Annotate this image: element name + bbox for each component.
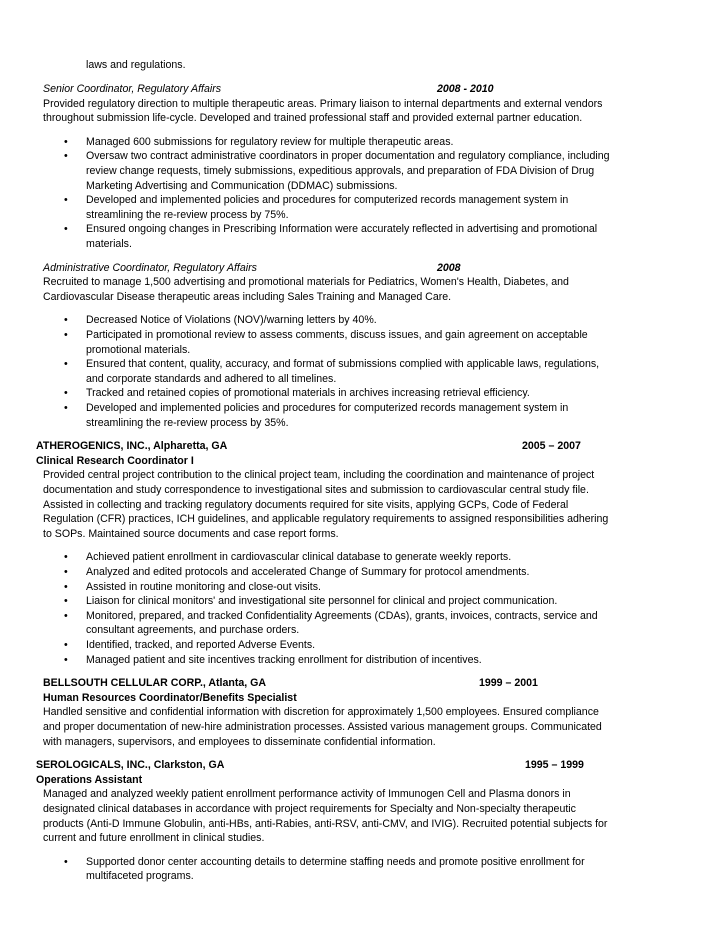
bullet-text: Decreased Notice of Violations (NOV)/warning letters by 40%. [86,314,377,327]
bullet-text: promotional materials. [86,343,191,356]
job-summary-line: Regulation (CFR) practices, ICH guidelines, and applicable regulatory requirements to assigned responsibilities adhering [43,513,609,526]
job-summary-line: products (Anti-D Immune Globulin, anti-HBs, anti-Rabies, anti-RSV, anti-CMV, and IVIG). Recruited potential subjects for [43,817,608,830]
job-summary-line: and proper documentation of new-hire administration processes. Assisted various management groups. Communicated [43,721,602,733]
role-title: Senior Coordinator, Regulatory Affairs [43,83,222,95]
bullet-icon: • [64,580,68,593]
bullet-icon: • [64,150,68,163]
bullet-icon: • [64,653,68,666]
bullet-text: review change requests, timely submissions, expeditious approvals, and preparation of FDA Division of Drug [86,165,595,177]
bullet-icon: • [64,314,68,327]
bullet-icon: • [64,135,68,148]
bullet-text: Ensured ongoing changes in Prescribing Information were accurately reflected in advertising and promotional [86,223,598,236]
bullet-icon: • [64,387,68,400]
bullet-text: Supported donor center accounting details to determine staffing needs and promote positive enrollment for [86,855,585,868]
bullet-text: Oversaw two contract administrative coordinators in proper documentation and regulatory compliance, including [86,150,610,163]
bullet-text: Monitored, prepared, and tracked Confidentiality Agreements (CDAs), grants, invoices, contracts, service and [86,609,598,622]
bullet-text: Ensured that content, quality, accuracy, and format of submissions complied with applicable laws, regulations, [86,358,600,371]
bullet-icon: • [64,595,68,608]
bullet-icon: • [64,358,68,371]
bullet-text: streamlining the re-review process by 35%. [86,416,289,429]
job-position: Clinical Research Coordinator I [36,454,194,467]
bullet-text: and corporate standards and adhered to all timelines. [86,372,337,385]
role-dates: 2008 [437,261,461,274]
bullet-text: Assisted in routine monitoring and close-out visits. [86,580,321,593]
bullet-text: Marketing Advertising and Communication (DDMAC) submissions. [86,179,398,192]
job-position: Operations Assistant [36,773,143,786]
bullet-text: Liaison for clinical monitors' and investigational site personnel for clinical and project communication. [86,595,558,608]
bullet-text: Achieved patient enrollment in cardiovascular clinical database to generate weekly reports. [86,551,512,564]
employer-name: BELLSOUTH CELLULAR CORP., Atlanta, GA [43,677,267,690]
role-summary-line: Cardiovascular Disease therapeutic areas including Sales Training and Managed Care. [43,290,452,303]
employer-name: ATHEROGENICS, INC., Alpharetta, GA [36,440,228,453]
bullet-icon: • [64,223,68,236]
bullet-text: Managed patient and site incentives tracking enrollment for distribution of incentives. [86,653,482,666]
employment-dates: 1995 – 1999 [525,759,584,772]
job-summary-line: with managers, supervisors, and employees to disseminate confidential information. [43,735,436,748]
bullet-icon: • [64,639,68,651]
job-summary-line: designated clinical databases in accordance with project requirements for Specialty and Non-specialty therapeutic [43,803,576,815]
job-summary-line: Provided central project contribution to the clinical project team, including the coordination and maintenance of project [43,469,595,482]
bullet-icon: • [64,194,68,207]
bullet-text: streamlining the re-review process by 75%. [86,208,289,221]
bullet-text: Managed 600 submissions for regulatory review for multiple therapeutic areas. [86,135,454,148]
bullet-text: Analyzed and edited protocols and accelerated Change of Summary for protocol amendments. [86,566,530,578]
bullet-icon: • [64,551,68,564]
bullet-icon: • [64,402,68,414]
bullet-text: consultant agreements, and purchase orders. [86,624,300,637]
job-summary-line: Assisted in collecting and tracking regulatory documents required for site visits, applying GCPs, Code of Federal [43,498,569,511]
job-summary-line: Managed and analyzed weekly patient enrollment performance activity of Immunogen Cell and Plasma donors in [43,788,571,801]
job-position: Human Resources Coordinator/Benefits Specialist [43,691,297,704]
bullet-text: Developed and implemented policies and procedures for computerized records management system in [86,402,569,414]
bullet-icon: • [64,566,68,578]
job-summary-line: documentation and study correspondence to investigational sites and submission to cardiovascular central study file. [43,484,589,496]
role-dates: 2008 - 2010 [437,83,494,95]
role-summary-line: Recruited to manage 1,500 advertising and promotional materials for Pediatrics, Women's Health, Diabetes, and [43,276,569,289]
bullet-icon: • [64,855,68,868]
role-title: Administrative Coordinator, Regulatory Affairs [43,261,257,274]
continued-text: laws and regulations. [86,59,186,71]
employment-dates: 2005 – 2007 [522,440,581,453]
bullet-text: Identified, tracked, and reported Adverse Events. [86,639,316,651]
bullet-text: materials. [86,238,132,250]
bullet-text: Tracked and retained copies of promotional materials in archives increasing retrieval efficiency. [86,387,530,400]
employer-name: SEROLOGICALS, INC., Clarkston, GA [36,759,225,772]
bullet-text: Participated in promotional review to assess comments, discuss issues, and gain agreement on acceptable [86,329,588,341]
bullet-text: Developed and implemented policies and procedures for computerized records management system in [86,194,569,207]
job-summary-line: to SOPs. Maintained source documents and case report forms. [43,527,339,540]
role-summary-line: throughout submission life-cycle. Developed and trained professional staff and provided external partner education. [43,112,583,125]
role-summary-line: Provided regulatory direction to multiple therapeutic areas. Primary liaison to internal departments and external vendors [43,97,603,110]
job-summary-line: current and future enrollment in clinical studies. [43,832,265,845]
bullet-icon: • [64,609,68,622]
bullet-icon: • [64,329,68,341]
bullet-text: multifaceted programs. [86,870,194,883]
employment-dates: 1999 – 2001 [479,677,538,690]
job-summary-line: Handled sensitive and confidential information with discretion for approximately 1,500 employees. Ensured compliance [43,706,599,719]
